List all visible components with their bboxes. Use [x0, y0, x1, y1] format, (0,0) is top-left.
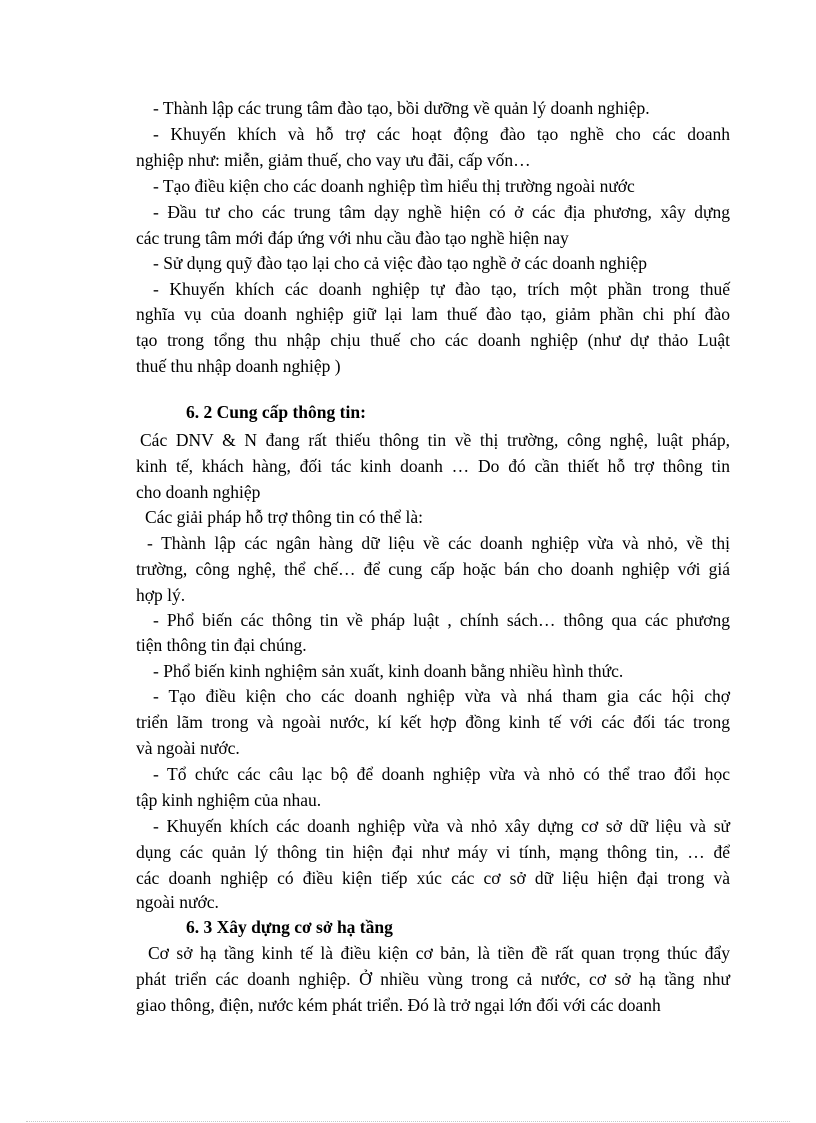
text-line: tạo trong tổng thu nhập chịu thuế cho các doanh nghiệp (như dự thảo Luật	[136, 330, 730, 350]
text-line: - Khuyến khích và hỗ trợ các hoạt động đào tạo nghề cho các doanh	[153, 124, 730, 144]
text-line: thuế thu nhập doanh nghiệp )	[136, 356, 341, 376]
text-line: Cơ sở hạ tầng kinh tế là điều kiện cơ bản, là tiền đề rất quan trọng thúc đẩy	[148, 943, 730, 963]
text-line: - Thành lập các ngân hàng dữ liệu về các doanh nghiệp vừa và nhỏ, về thị	[147, 533, 730, 553]
text-line: Các giải pháp hỗ trợ thông tin có thể là:	[145, 507, 424, 527]
text-line: tập kinh nghiệm của nhau.	[136, 790, 322, 810]
text-line: - Đầu tư cho các trung tâm dạy nghề hiện có ở các địa phương, xây dựng	[153, 202, 730, 222]
text-line: dụng các quản lý thông tin hiện đại như máy vi tính, mạng thông tin, … để	[136, 842, 730, 862]
text-line: Các DNV & N đang rất thiếu thông tin về thị trường, công nghệ, luật pháp,	[140, 430, 730, 450]
text-line: các trung tâm mới đáp ứng với nhu cầu đào tạo nghề hiện nay	[136, 228, 569, 248]
text-line: - Phổ biến các thông tin về pháp luật , chính sách… thông qua các phương	[153, 610, 730, 630]
text-line: và ngoài nước.	[136, 738, 240, 758]
text-line: các doanh nghiệp có điều kiện tiếp xúc các cơ sở dữ liệu hiện đại trong và	[136, 868, 730, 888]
text-line: - Tổ chức các câu lạc bộ để doanh nghiệp vừa và nhỏ có thể trao đổi học	[153, 764, 730, 784]
text-line: ngoài nước.	[136, 892, 219, 912]
page-bottom-border	[26, 1121, 790, 1122]
text-line: phát triển các doanh nghiệp. Ở nhiều vùng trong cả nước, cơ sở hạ tầng như	[136, 969, 730, 989]
text-line: triển lãm trong và ngoài nước, kí kết hợp đồng kinh tế với các đối tác trong	[136, 712, 730, 732]
text-line: - Tạo điều kiện cho các doanh nghiệp vừa và nhá tham gia các hội chợ	[153, 686, 730, 706]
text-line: - Tạo điều kiện cho các doanh nghiệp tìm hiểu thị trường ngoài nước	[153, 176, 635, 196]
text-line: trường, công nghệ, thể chế… để cung cấp hoặc bán cho doanh nghiệp với giá	[136, 559, 730, 579]
text-line: - Sử dụng quỹ đào tạo lại cho cả việc đào tạo nghề ở các doanh nghiệp	[153, 253, 647, 273]
text-line: hợp lý.	[136, 585, 186, 605]
text-line: nghĩa vụ của doanh nghiệp giữ lại lam thuế đào tạo, giảm phần chi phí đào	[136, 304, 730, 324]
text-line: - Phổ biến kinh nghiệm sản xuất, kinh doanh bằng nhiều hình thức.	[153, 661, 624, 681]
text-line: - Thành lập các trung tâm đào tạo, bồi dưỡng về quản lý doanh nghiệp.	[153, 98, 650, 118]
text-line: nghiệp như: miễn, giảm thuế, cho vay ưu đãi, cấp vốn…	[136, 150, 531, 170]
text-line: cho doanh nghiệp	[136, 482, 261, 502]
text-line: giao thông, điện, nước kém phát triển. Đó là trở ngại lớn đối với các doanh	[136, 995, 661, 1015]
text-line: - Khuyến khích các doanh nghiệp tự đào tạo, trích một phần trong thuế	[153, 279, 730, 299]
section-heading: 6. 3 Xây dựng cơ sở hạ tầng	[186, 917, 393, 937]
text-line: tiện thông tin đại chúng.	[136, 635, 307, 655]
text-line: - Khuyến khích các doanh nghiệp vừa và nhỏ xây dựng cơ sở dữ liệu và sử	[153, 816, 730, 836]
section-heading: 6. 2 Cung cấp thông tin:	[186, 402, 366, 422]
text-line: kinh tế, khách hàng, đối tác kinh doanh … Do đó cần thiết hỗ trợ thông tin	[136, 456, 730, 476]
